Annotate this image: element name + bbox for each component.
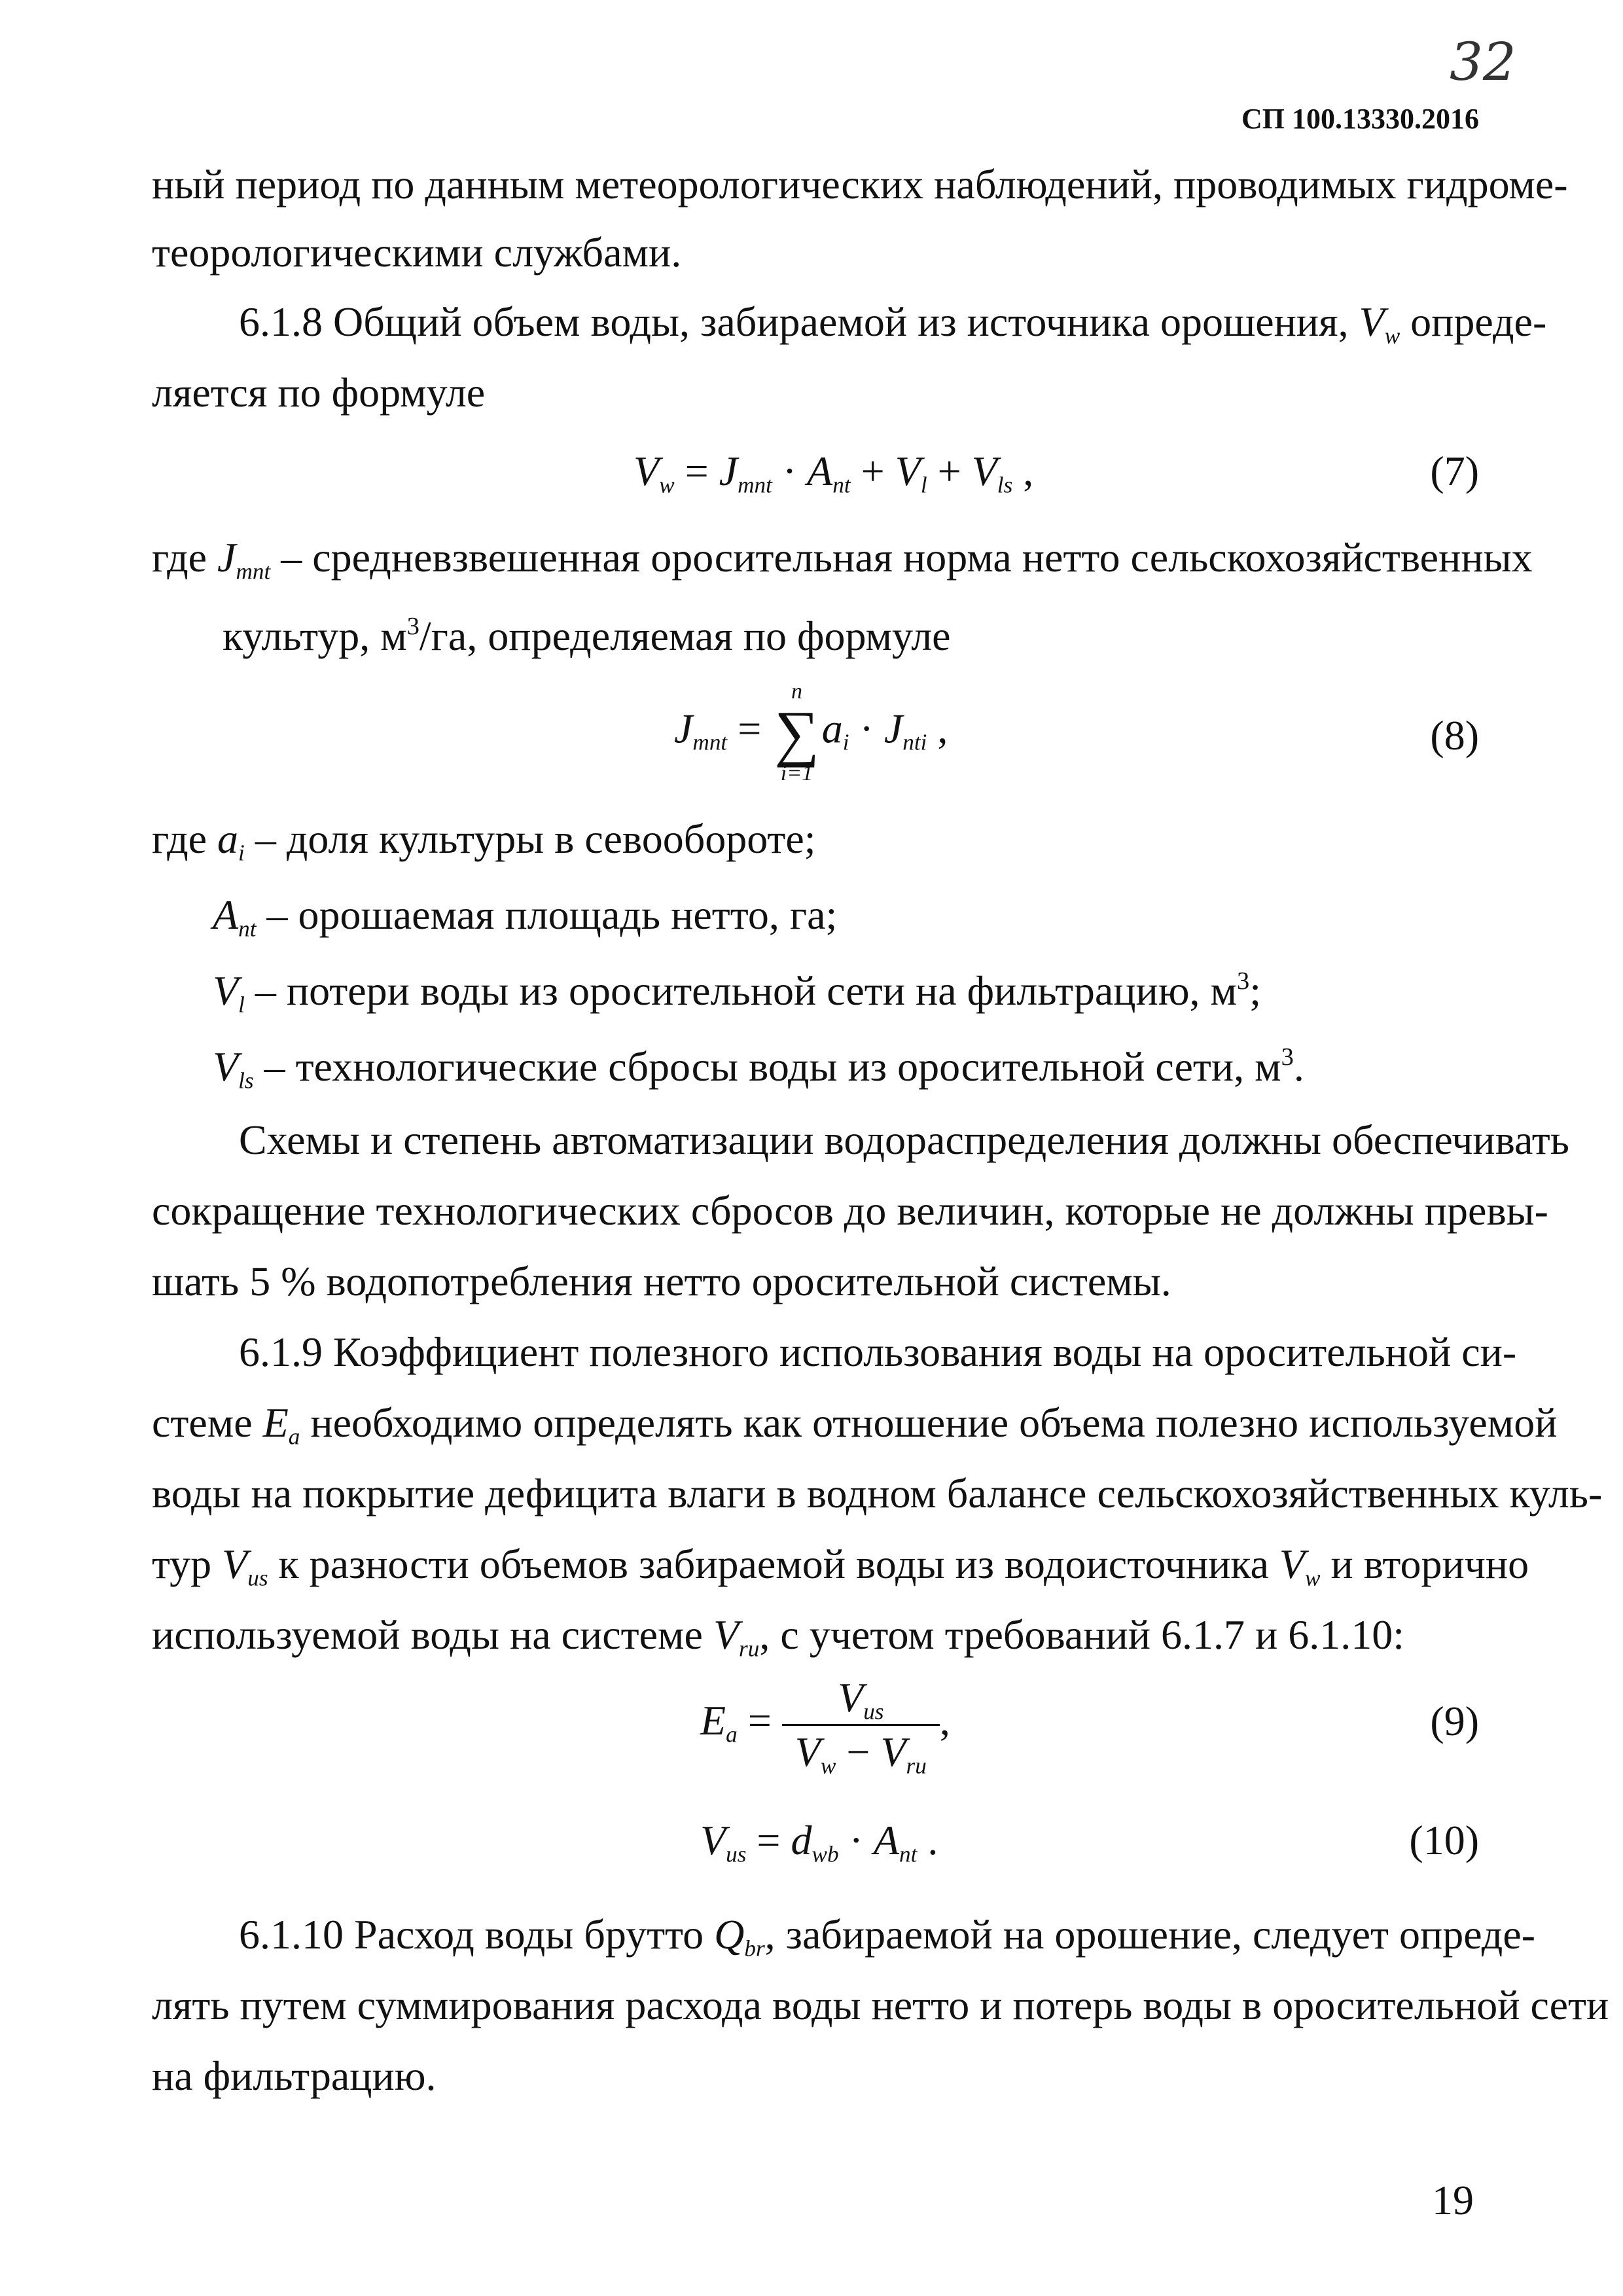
paragraph-line: Схемы и степень автоматизации водораспределения должны обеспечивать — [239, 1117, 1569, 1163]
paragraph-line: на фильтрацию. — [152, 2053, 437, 2099]
paragraph-line: ный период по данным метеорологических наблюдений, проводимых гидроме- — [152, 161, 1568, 207]
page-number: 19 — [1432, 2177, 1474, 2223]
equation-number: (8) — [1430, 712, 1479, 759]
equation-number: (9) — [1430, 1698, 1479, 1744]
math-symbol: $E_a$ — [262, 1399, 300, 1450]
equation-10: $V_{us} = d_{wb} \cdot A_{nt}$ . — [700, 1817, 938, 1867]
math-symbol: $a_i$ — [217, 816, 245, 866]
paragraph-line: сокращение технологических сбросов до величин, которые не должны превы- — [152, 1187, 1548, 1234]
math-symbol: $V_{ru}$ — [713, 1611, 760, 1662]
paragraph-line: стеме $E_a$ необходимо определять как отношение объема полезно используемой — [152, 1399, 1558, 1450]
definition-line: $V_{ls}$ – технологические сбросы воды из оросительной сети, $м^3$. — [213, 1043, 1304, 1094]
definition-line: где $a_i$ – доля культуры в севообороте; — [152, 816, 816, 866]
document-code: СП 100.13330.2016 — [1241, 103, 1479, 135]
paragraph-line: воды на покрытие дефицита влаги в водном балансе сельскохозяйственных куль- — [152, 1470, 1603, 1516]
equation-number: (7) — [1430, 448, 1479, 494]
paragraph-line: теорологическими службами. — [152, 229, 682, 276]
equation-8: $J_{mnt}$ = n ∑ i=1 $a_i \cdot J_{nti}$ , — [674, 679, 948, 786]
definition-line: $V_l$ – потери воды из оросительной сети на фильтрацию, $м^3$; — [213, 967, 1262, 1018]
math-symbol: $A_{nt}$ — [213, 891, 257, 942]
clause-6-1-8-line — [239, 298, 1547, 349]
fraction: $\frac{V_{us}}{V_w - V_{ru}}$ — [782, 1677, 940, 1773]
paragraph-line: шать 5 % водопотребления нетто оросительной системы. — [152, 1258, 1171, 1304]
math-symbol: $Q_{br}$ — [714, 1911, 765, 1962]
equation-9: $E_a$ = $\frac{V_{us}}{V_w - V_{ru}}$ , — [700, 1674, 950, 1779]
math-symbol: $V_{us}$ — [222, 1541, 268, 1591]
paragraph-line: используемой воды на системе $V_{ru}$, с учетом требований 6.1.7 и 6.1.10: — [152, 1611, 1405, 1662]
definition-line: $A_{nt}$ – орошаемая площадь нетто, га; — [213, 891, 838, 942]
clause-text: опреде- — [1410, 298, 1547, 345]
math-symbol: $V_l$ — [213, 967, 245, 1018]
paragraph-line: тур $V_{us}$ к разности объемов забираемой воды из водоисточника $V_w$ и вторично — [152, 1541, 1529, 1591]
equation-7: $V_w = J_{mnt} \cdot A_{nt} + V_l + V_{ls}$ , — [633, 448, 1034, 498]
sum-symbol: n ∑ i=1 — [774, 679, 819, 786]
math-symbol: $V_w$ — [1279, 1541, 1321, 1591]
math-symbol: $J_{mnt}$ — [217, 534, 271, 584]
paragraph-line: ляется по формуле — [152, 369, 486, 416]
definition-line: где $J_{mnt}$ – средневзвешенная оросительная норма нетто сельскохозяйственных — [152, 534, 1533, 584]
handwritten-page-mark: 32 — [1450, 31, 1516, 92]
clause-6-1-9-line: 6.1.9 Коэффициент полезного использования воды на оросительной си- — [239, 1329, 1517, 1375]
paragraph-line: лять путем суммирования расхода воды нетто и потерь воды в оросительной сети — [152, 1982, 1609, 2028]
definition-line: культур, $м^3/га$, определяемая по формуле — [223, 613, 951, 659]
math-symbol: $V_{ls}$ — [213, 1043, 254, 1094]
clause-6-1-10-line: 6.1.10 Расход воды брутто $Q_{br}$, забираемой на орошение, следует опреде- — [239, 1911, 1536, 1962]
equation-number: (10) — [1409, 1817, 1479, 1863]
math-symbol: $V_w$ — [1359, 298, 1400, 349]
clause-text: 6.1.8 Общий объем воды, забираемой из источника орошения, — [239, 298, 1349, 345]
